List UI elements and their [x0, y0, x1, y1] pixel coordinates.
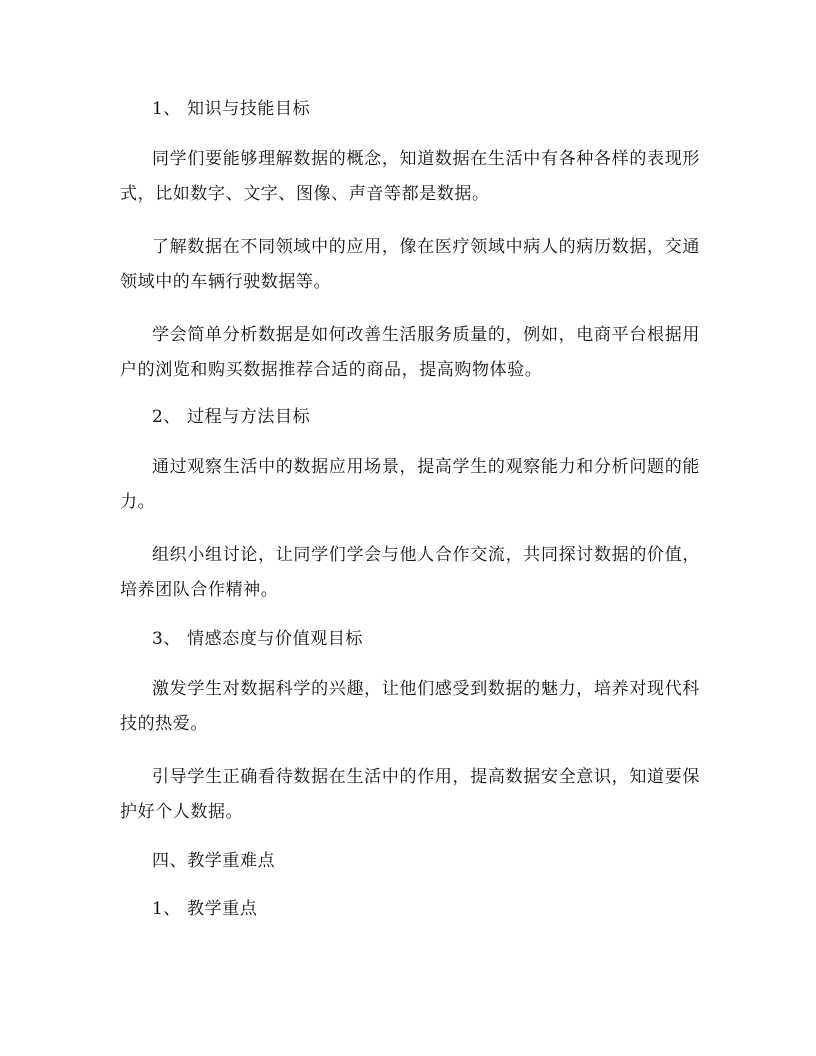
heading-process-methods: 2、 过程与方法目标	[152, 407, 311, 427]
heading-attitude-values: 3、 情感态度与价值观目标	[152, 629, 364, 649]
paragraph-interest: 激发学生对数据科学的兴趣，让他们感受到数据的魅力，培养对现代科技的热爱。	[120, 679, 700, 734]
paragraph-observation: 通过观察生活中的数据应用场景，提高学生的观察能力和分析问题的能力。	[120, 457, 700, 512]
paragraph-data-concept: 同学们要能够理解数据的概念，知道数据在生活中有各种各样的表现形式，比如数字、文字、图像、声音等都是数据。	[120, 149, 700, 204]
section-teaching-key-points: 四、教学重难点	[152, 851, 276, 871]
paragraph-data-analysis: 学会简单分析数据是如何改善生活服务质量的，例如，电商平台根据用户的浏览和购买数据推荐合适的商品，提高购物体验。	[120, 325, 700, 380]
paragraph-data-applications: 了解数据在不同领域中的应用，像在医疗领域中病人的病历数据，交通领域中的车辆行驶数据等。	[120, 237, 700, 292]
paragraph-group-discussion: 组织小组讨论，让同学们学会与他人合作交流，共同探讨数据的价值，培养团队合作精神。	[120, 545, 700, 600]
heading-knowledge-skills: 1、 知识与技能目标	[152, 99, 311, 119]
paragraph-data-security: 引导学生正确看待数据在生活中的作用，提高数据安全意识，知道要保护好个人数据。	[120, 767, 700, 822]
heading-teaching-focus: 1、 教学重点	[152, 899, 258, 919]
